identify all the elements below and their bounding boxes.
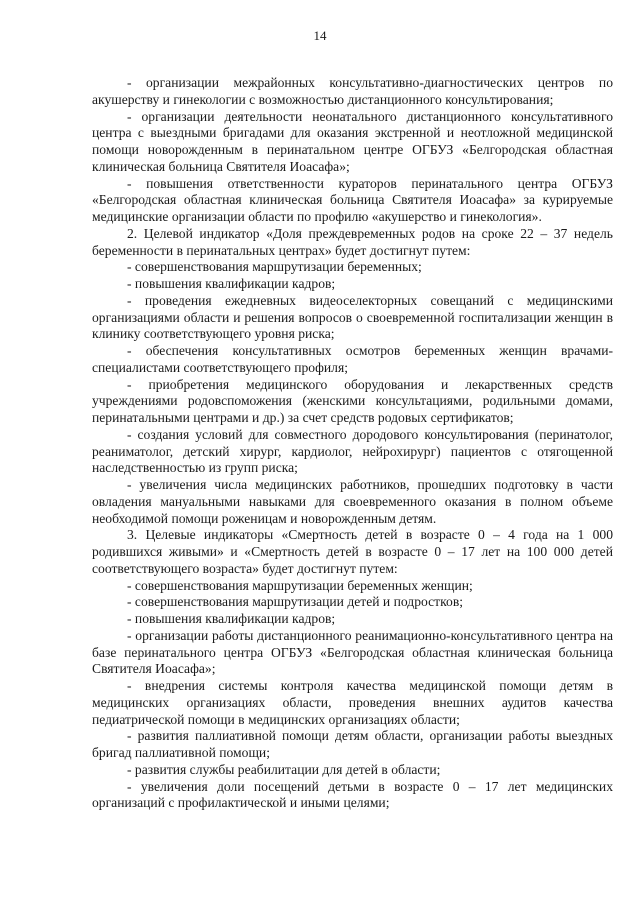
paragraph: - совершенствования маршрутизации беременных; — [127, 259, 422, 275]
paragraph: - организации работы дистанционного реанимационно-консультативного центра на базе перинатального центра ОГБУЗ «Белгородская областная клиническая больница Святителя Иоасафа»; — [92, 627, 613, 677]
paragraph: - внедрения системы контроля качества медицинской помощи детям в медицинских организациях области, проведения внешних аудитов качества педиатрической помощи в медицинских организациях области; — [92, 678, 613, 727]
paragraph: - увеличения доли посещений детьми в возрасте 0 – 17 лет медицинских организаций с профилактической и иными целями; — [92, 778, 613, 811]
paragraph: - развития службы реабилитации для детей в области; — [127, 761, 441, 777]
paragraph: - организации межрайонных консультативно-диагностических центров по акушерству и гинекологии с возможностью дистанционного консультирования; — [92, 75, 613, 107]
paragraph: - повышения ответственности кураторов перинатального центра ОГБУЗ «Белгородская областная клиническая больница Святителя Иоасафа» за курируемые медицинские организации области по профилю «акушерство и гинекология». — [92, 175, 613, 224]
paragraph: - обеспечения консультативных осмотров беременных женщин врачами-специалистами соответствующего профиля; — [92, 343, 613, 375]
paragraph: - увеличения числа медицинских работников, прошедших подготовку в части овладения мануальными навыками для своевременного оказания в полном объеме необходимой помощи роженицам и новорожденным детям. — [92, 477, 613, 526]
paragraph: - развития паллиативной помощи детям области, организации работы выездных бригад паллиативной помощи; — [92, 728, 613, 760]
paragraph: 3. Целевые индикаторы «Смертность детей в возрасте 0 – 4 года на 1 000 родившихся живыми» и «Смертность детей в возрасте 0 – 17 лет на 100 000 детей соответствующего возраста» будет достигнут путем: — [92, 527, 613, 576]
paragraph: - организации деятельности неонатального дистанционного консультативного центра с выездными бригадами для оказания экстренной и неотложной медицинской помощи новорожденным в перинатальном центре ОГБУЗ «Белгородская областная клиническая больница Святителя Иоасафа»; — [92, 108, 613, 174]
page-number: 14 — [313, 28, 327, 43]
paragraph: 2. Целевой индикатор «Доля преждевременных родов на сроке 22 – 37 недель беременности в перинатальных центрах» будет достигнут путем: — [92, 225, 613, 258]
paragraph: - повышения квалификации кадров; — [127, 276, 336, 291]
paragraph: - проведения ежедневных видеоселекторных совещаний с медицинскими организациями области и решения вопросов о своевременной госпитализации женщин в клинику соответствующего уровня риска; — [92, 292, 613, 342]
document-body — [92, 75, 613, 812]
paragraph: - совершенствования маршрутизации беременных женщин; — [127, 577, 473, 593]
paragraph: - приобретения медицинского оборудования и лекарственных средств учреждениями родовспоможения (женскими консультациями, родильными домами, перинатальными центрами и др.) за счет средств родовых сертификатов; — [92, 376, 613, 425]
paragraph: - совершенствования маршрутизации детей и подростков; — [127, 594, 464, 610]
paragraph: - создания условий для совместного дородового консультирования (перинатолог, реаниматолог, детский хирург, кардиолог, нейрохирург) пациентов с отягощенной наследственностью из групп риска; — [92, 426, 613, 476]
paragraph: - повышения квалификации кадров; — [127, 611, 336, 626]
